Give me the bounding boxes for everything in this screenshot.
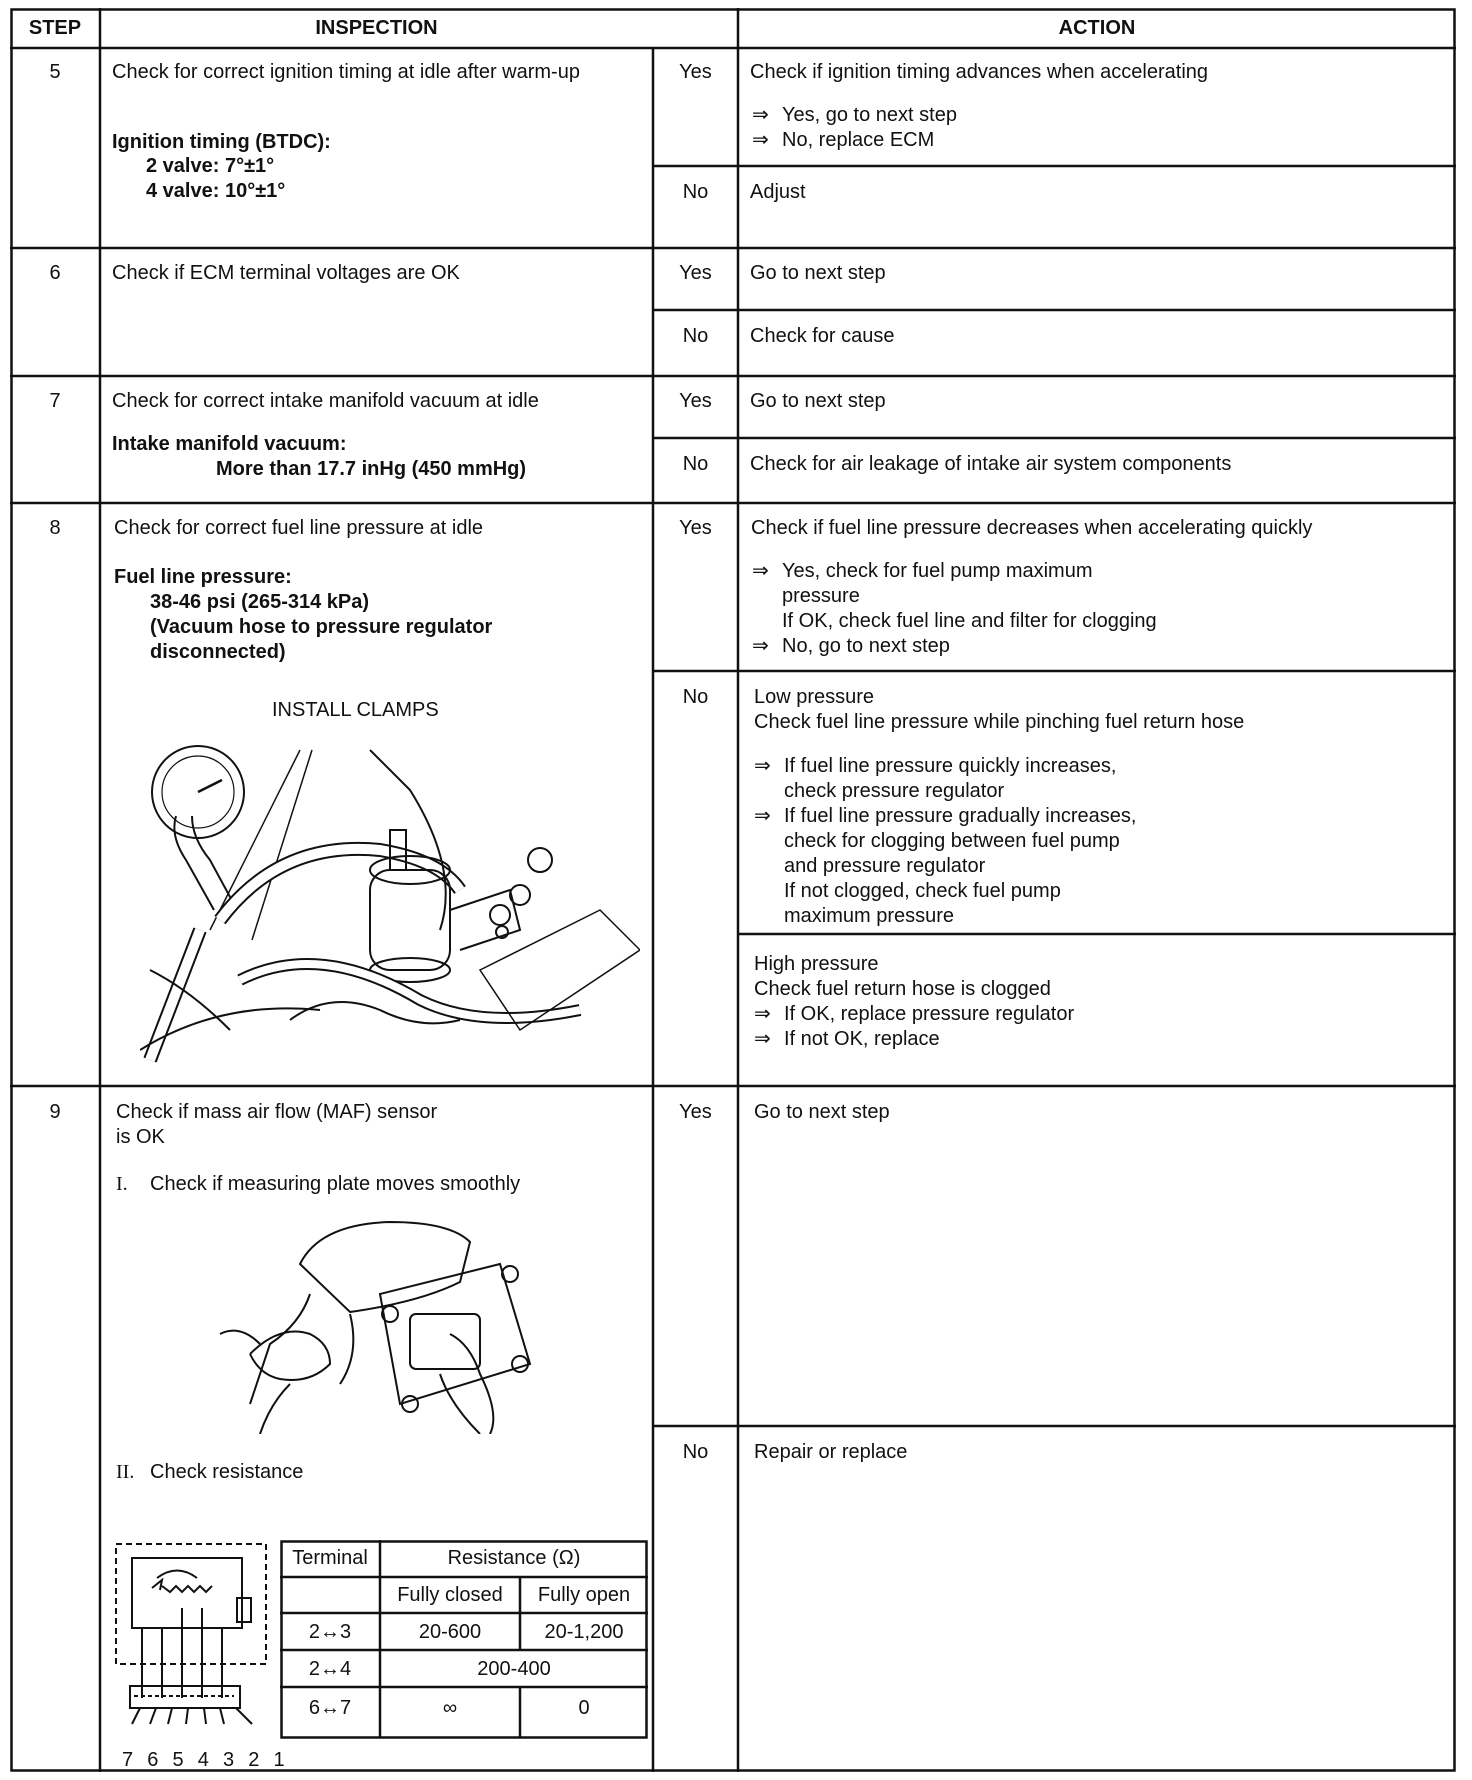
step-number: 9 [49, 1101, 61, 1123]
spec-line: 4 valve: 10°±1° [146, 180, 286, 202]
action-text: Check for air leakage of intake air system components [750, 453, 1232, 475]
pin-label: 7 [122, 1749, 135, 1771]
res-cell-both: 200-400 [477, 1658, 551, 1680]
action-item-cont: If not clogged, check fuel pump [784, 880, 1061, 902]
inspection-text: Check for correct intake manifold vacuum at idle [112, 390, 539, 412]
pin-label: 5 [172, 1749, 185, 1771]
spec-title: Fuel line pressure: [114, 566, 292, 588]
pin-label: 1 [273, 1749, 286, 1771]
connector-pin-labels [122, 1748, 286, 1773]
res-header-resistance: Resistance (Ω) [447, 1547, 581, 1569]
spec-line: disconnected) [150, 641, 286, 663]
action-text: Check if ignition timing advances when accelerating [750, 61, 1209, 83]
figure-label: INSTALL CLAMPS [272, 699, 439, 721]
no-label: No [682, 453, 709, 475]
pin-label: 4 [197, 1749, 210, 1771]
action-item-cont: and pressure regulator [784, 855, 986, 877]
yes-label: Yes [679, 61, 712, 83]
inspection-text: is OK [116, 1126, 165, 1148]
res-cell-terminal: 2↔3 [308, 1621, 352, 1643]
inspection-text: Check if mass air flow (MAF) sensor [116, 1101, 438, 1123]
action-item: ⇒ No, go to next step [752, 635, 950, 657]
arrow-icon: ⇒ [754, 755, 771, 777]
res-header-closed: Fully closed [397, 1584, 503, 1606]
arrow-icon: ⇒ [754, 1028, 771, 1050]
yes-label: Yes [679, 517, 712, 539]
action-item: ⇒ If fuel line pressure quickly increases, [754, 755, 1117, 777]
res-cell-closed: ∞ [442, 1697, 458, 1719]
no-label: No [682, 1441, 709, 1463]
spec-title: Ignition timing (BTDC): [112, 131, 331, 153]
arrow-icon: ⇒ [752, 129, 769, 151]
action-text: Check fuel return hose is clogged [754, 978, 1051, 1000]
action-item: ⇒ Yes, check for fuel pump maximum [752, 560, 1093, 582]
no-label: No [682, 181, 709, 203]
arrow-icon: ⇒ [754, 805, 771, 827]
action-subtitle: Low pressure [754, 686, 875, 708]
sub-check: I. Check if measuring plate moves smoothly [116, 1173, 521, 1195]
maf-connector-schematic [112, 1538, 272, 1748]
pin-label: 3 [223, 1749, 236, 1771]
action-item-cont: pressure [782, 585, 860, 607]
yes-label: Yes [679, 262, 712, 284]
no-label: No [682, 686, 709, 708]
arrow-icon: ⇒ [752, 104, 769, 126]
action-item: ⇒ If not OK, replace [754, 1028, 940, 1050]
action-subtitle: High pressure [754, 953, 879, 975]
action-item: ⇒ If OK, replace pressure regulator [754, 1003, 1075, 1025]
res-cell-open: 0 [578, 1697, 590, 1719]
action-text: Repair or replace [754, 1441, 908, 1463]
res-cell-terminal: 6↔7 [308, 1697, 352, 1719]
action-item: ⇒ If fuel line pressure gradually increases, [754, 805, 1137, 827]
spec-line: 2 valve: 7°±1° [146, 155, 275, 177]
arrow-icon: ⇒ [752, 560, 769, 582]
action-text: Check fuel line pressure while pinching fuel return hose [754, 711, 1245, 733]
inspection-text: Check for correct fuel line pressure at idle [114, 517, 484, 539]
res-cell-open: 20-1,200 [544, 1621, 624, 1643]
action-text: Check if fuel line pressure decreases when accelerating quickly [751, 517, 1313, 539]
action-text: Check for cause [750, 325, 895, 347]
fuel-pressure-gauge-illustration [140, 720, 640, 1080]
diagnostic-page [10, 8, 1456, 1772]
arrow-icon: ⇒ [754, 1003, 771, 1025]
header-step: STEP [28, 17, 82, 39]
step-number: 7 [49, 390, 61, 412]
pin-label: 6 [147, 1749, 160, 1771]
action-item: ⇒ Yes, go to next step [752, 104, 957, 126]
spec-line: 38-46 psi (265-314 kPa) [150, 591, 370, 613]
step-number: 8 [49, 517, 61, 539]
action-item-cont: If OK, check fuel line and filter for clogging [782, 610, 1157, 632]
inspection-text: Check for correct ignition timing at idle after warm-up [112, 61, 580, 83]
res-header-open: Fully open [537, 1584, 631, 1606]
action-item: ⇒ No, replace ECM [752, 129, 935, 151]
yes-label: Yes [679, 390, 712, 412]
res-header-terminal: Terminal [292, 1547, 368, 1569]
action-text: Adjust [750, 181, 806, 203]
inspection-text: Check if ECM terminal voltages are OK [112, 262, 460, 284]
action-item-cont: maximum pressure [784, 905, 955, 927]
action-text: Go to next step [750, 262, 886, 284]
step-number: 6 [49, 262, 61, 284]
yes-label: Yes [679, 1101, 712, 1123]
arrow-icon: ⇒ [752, 635, 769, 657]
header-inspection: INSPECTION [315, 17, 438, 39]
action-item-cont: check for clogging between fuel pump [784, 830, 1120, 852]
no-label: No [682, 325, 709, 347]
action-text: Go to next step [754, 1101, 890, 1123]
res-cell-closed: 20-600 [418, 1621, 482, 1643]
header-action: ACTION [1058, 17, 1136, 39]
res-cell-terminal: 2↔4 [308, 1658, 352, 1680]
maf-measuring-plate-illustration [210, 1204, 550, 1434]
spec-line: (Vacuum hose to pressure regulator [150, 616, 493, 638]
pin-label: 2 [248, 1749, 261, 1771]
step-number: 5 [49, 61, 61, 83]
action-item-cont: check pressure regulator [784, 780, 1005, 802]
sub-check: II. Check resistance [116, 1461, 304, 1483]
spec-value: More than 17.7 inHg (450 mmHg) [216, 458, 527, 480]
action-text: Go to next step [750, 390, 886, 412]
spec-title: Intake manifold vacuum: [112, 433, 347, 455]
